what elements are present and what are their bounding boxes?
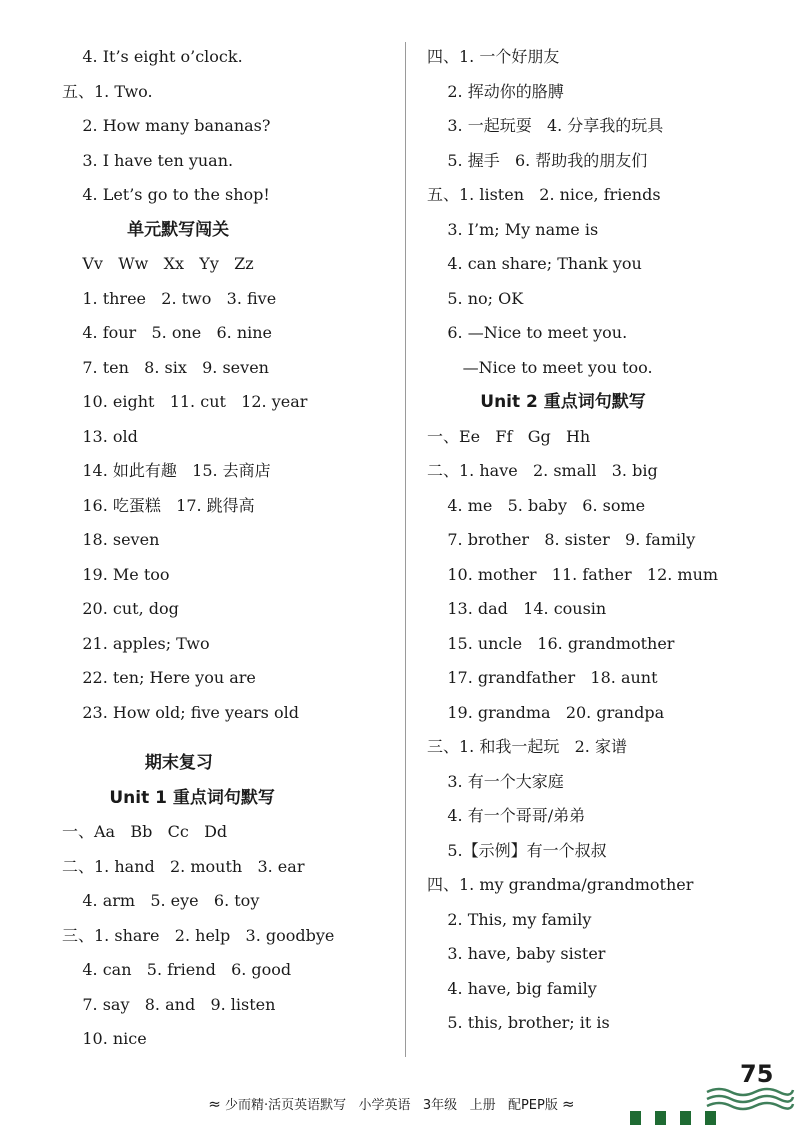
- answer-line: 19. grandma 20. grandpa: [427, 702, 665, 722]
- square-icon: [630, 1111, 641, 1125]
- answer-line: 4. can share; Thank you: [427, 254, 642, 273]
- answer-line: 5.【示例】有一个叔叔: [427, 840, 607, 860]
- section-heading: Unit 2 重点词句默写: [427, 392, 646, 412]
- left-column: [62, 40, 392, 1057]
- answer-line: 5. no; OK: [427, 288, 524, 308]
- section-heading: 单元默写闯关: [62, 219, 230, 240]
- section-heading: Unit 1 重点词句默写: [62, 787, 275, 808]
- answer-line: 4. Let’s go to the shop!: [62, 185, 270, 204]
- answer-line: 1. three 2. two 3. five: [62, 288, 277, 308]
- answer-line: 5. 握手 6. 帮助我的朋友们: [427, 150, 648, 170]
- right-column: [427, 40, 777, 1041]
- footer: [200, 1068, 575, 1113]
- answer-line: 4. me 5. baby 6. some: [427, 495, 646, 515]
- square-icon: [655, 1111, 666, 1125]
- square-icon: [705, 1111, 716, 1125]
- answer-line: 二、1. hand 2. mouth 3. ear: [62, 856, 305, 876]
- answer-line: 五、1. Two.: [62, 81, 153, 101]
- answer-line: 6. —Nice to meet you.: [427, 323, 628, 342]
- answer-line: Vv Ww Xx Yy Zz: [62, 254, 254, 273]
- answer-line: 18. seven: [62, 530, 160, 549]
- answer-line: 2. 挥动你的胳膊: [427, 81, 564, 101]
- decorative-squares: [630, 1110, 730, 1129]
- answer-line: 10. eight 11. cut 12. year: [62, 392, 308, 411]
- answer-line: 14. 如此有趣 15. 去商店: [62, 461, 271, 480]
- wave-left-icon: ≈: [208, 1095, 221, 1113]
- answer-line: 7. ten 8. six 9. seven: [62, 357, 269, 377]
- answer-line: 13. old: [62, 426, 138, 446]
- answer-line: 4. It’s eight o’clock.: [62, 47, 243, 66]
- answer-line: 22. ten; Here you are: [62, 668, 256, 687]
- section-heading: 期末复习: [62, 753, 213, 773]
- answer-line: 10. mother 11. father 12. mum: [427, 564, 719, 584]
- answer-line: 4. arm 5. eye 6. toy: [62, 891, 260, 910]
- answer-line: 3. I’m; My name is: [427, 219, 599, 239]
- answer-line: 一、Ee Ff Gg Hh: [427, 426, 591, 446]
- answer-line: 5. this, brother; it is: [427, 1013, 610, 1032]
- answer-line: 三、1. share 2. help 3. goodbye: [62, 925, 335, 945]
- answer-line: 一、Aa Bb Cc Dd: [62, 822, 228, 841]
- answer-line: —Nice to meet you too.: [427, 357, 653, 377]
- answer-line: 4. can 5. friend 6. good: [62, 960, 292, 979]
- answer-line: 四、1. 一个好朋友: [427, 47, 560, 66]
- answer-line: 3. have, baby sister: [427, 944, 606, 963]
- answer-line: 三、1. 和我一起玩 2. 家谱: [427, 737, 627, 756]
- answer-line: 7. say 8. and 9. listen: [62, 994, 276, 1014]
- answer-line: 17. grandfather 18. aunt: [427, 668, 658, 687]
- answer-line: 3. 一起玩耍 4. 分享我的玩具: [427, 116, 664, 135]
- answer-line: 3. I have ten yuan.: [62, 150, 234, 170]
- answer-line: 10. nice: [62, 1029, 147, 1048]
- answer-line: 二、1. have 2. small 3. big: [427, 461, 658, 480]
- answer-line: 四、1. my grandma/grandmother: [427, 875, 694, 894]
- answer-line: 五、1. listen 2. nice, friends: [427, 185, 661, 204]
- wave-right-icon: ≈: [562, 1095, 575, 1113]
- answer-line: 19. Me too: [62, 564, 170, 584]
- page-number: 75: [740, 1060, 774, 1088]
- answer-line: 7. brother 8. sister 9. family: [427, 530, 696, 549]
- answer-line: 4. four 5. one 6. nine: [62, 323, 273, 342]
- answer-line: 2. This, my family: [427, 909, 592, 929]
- square-icon: [680, 1111, 691, 1125]
- answer-line: 21. apples; Two: [62, 633, 210, 653]
- answer-line: 23. How old; five years old: [62, 702, 299, 722]
- answer-line: 3. 有一个大家庭: [427, 771, 564, 791]
- answer-line: 13. dad 14. cousin: [427, 599, 607, 618]
- spacer: [62, 730, 392, 746]
- answer-line: 4. 有一个哥哥/弟弟: [427, 806, 586, 825]
- column-divider: [405, 42, 406, 1057]
- answer-line: 15. uncle 16. grandmother: [427, 633, 675, 653]
- footer-text: 少而精·活页英语默写 小学英语 3年级 上册 配PEP版: [220, 1098, 562, 1113]
- answer-line: 4. have, big family: [427, 978, 597, 998]
- answer-line: 16. 吃蛋糕 17. 跳得高: [62, 495, 255, 515]
- answer-line: 2. How many bananas?: [62, 116, 271, 135]
- answer-line: 20. cut, dog: [62, 599, 179, 618]
